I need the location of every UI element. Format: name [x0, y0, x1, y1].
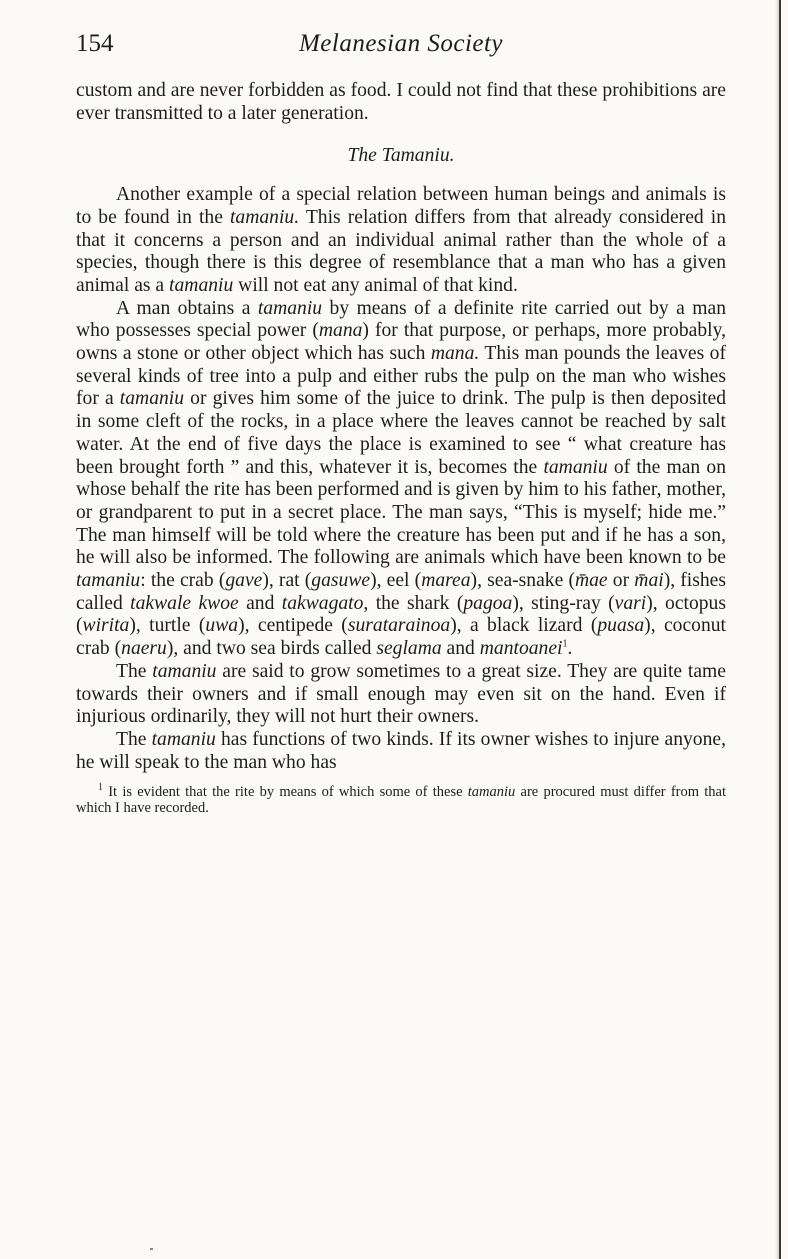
running-head: Melanesian Society	[298, 30, 504, 57]
text-run: of the man on whose behalf the rite has been performed and is given by him to his father, mother, or grandparent to put in a secret place. The man says, “This is myself; hide me.” The man himself will be told where the creature has been put and if he has a son, he will also be informed. The following are animals which have been known to be	[76, 456, 727, 569]
italic-term: wirita	[82, 615, 130, 637]
italic-term: vari	[614, 592, 647, 614]
italic-term: tamaniu	[169, 274, 234, 296]
text-run: are said to grow sometimes to a great size. They are quite tame towards their owners and if small enough may even sit on the hand. Even if injurious ordinarily, they will not hurt their owners.	[76, 660, 726, 728]
footnote	[76, 784, 726, 816]
paragraph-rite	[76, 298, 726, 661]
paragraph-size	[76, 661, 726, 729]
italic-term: puasa	[597, 615, 645, 637]
italic-term: suratarainoa	[347, 615, 451, 637]
text-run: The	[116, 660, 153, 682]
text-run: ), sea-snake (	[470, 570, 575, 592]
italic-term: tamaniu.	[229, 206, 300, 228]
text-run: This relation differs from that already considered in that it concerns a person and an individual animal rather than the whole of a species, though there is this degree of resemblance that a man who has a given animal as a	[76, 206, 727, 296]
text-run: .	[567, 638, 573, 660]
page-header	[76, 30, 726, 62]
paragraph-continued: custom and are never forbidden as food. I could not find that these prohibitions are ever transmitted to a later generation.	[76, 80, 726, 124]
text-run: and	[441, 638, 480, 660]
italic-term: m̄ai	[634, 570, 664, 592]
text-run: A man obtains a	[116, 297, 258, 319]
italic-term: tamaniu	[151, 728, 216, 750]
italic-term: gave	[225, 570, 263, 592]
italic-term: gasuwe	[311, 570, 371, 592]
italic-term: tamaniu	[257, 297, 323, 319]
page-number: 154	[76, 30, 114, 57]
section-title: The Tamaniu.	[347, 145, 455, 167]
text-run: are procured must differ from that which I have recorded.	[76, 784, 727, 817]
paragraph-tamaniu-intro	[76, 184, 726, 298]
italic-term: takwagato	[281, 592, 364, 614]
body-text	[76, 80, 726, 774]
text-run: by means of a definite rite carried out by a man who possesses special power (	[76, 297, 726, 342]
text-run: and	[238, 592, 282, 614]
italic-term: pagoa	[463, 592, 513, 614]
italic-term: marea	[421, 570, 471, 592]
text-run: ), turtle (	[129, 615, 206, 637]
text-run: ) for that purpose, or perhaps, more probably, owns a stone or other object which has such	[76, 320, 726, 365]
italic-term: m̄ae	[574, 570, 608, 592]
text-run: ), fishes called	[76, 570, 726, 614]
text-run: ), rat (	[262, 570, 312, 592]
text-run: ), octopus (	[76, 592, 726, 637]
text-run: : the crab (	[140, 570, 226, 592]
italic-term: tamaniu	[467, 784, 516, 801]
text-run: ), and two sea birds called	[166, 638, 377, 660]
text-run: has functions of two kinds. If its owner wishes to injure anyone, he will speak to the man who has	[76, 728, 726, 773]
text-run: or gives him some of the juice to drink. The pulp is then deposited in some cleft of the rocks, in a place where the leaves cannot be reached by salt water. At the end of five days the place is examined to see “ what creature has been brought forth ” and this, whatever it is, becomes the	[76, 388, 726, 478]
italic-term: mana.	[430, 343, 480, 365]
italic-term: seglama	[376, 638, 442, 660]
text-run: or	[607, 570, 635, 592]
paragraph-functions	[76, 729, 726, 774]
text-run: will not eat any animal of that kind.	[233, 274, 518, 296]
scan-speck	[150, 1248, 153, 1250]
italic-term: takwale kwoe	[130, 592, 239, 614]
text-run: This man pounds the leaves of several kinds of tree into a pulp and either rubs the pulp on the man who wishes for a	[76, 343, 726, 410]
text-run: ), eel (	[370, 570, 422, 592]
text-run: , the shark (	[363, 592, 464, 614]
text-run: It is evident that the rite by means of which some of these	[103, 784, 468, 801]
book-page	[76, 30, 726, 816]
italic-term: tamaniu	[76, 570, 141, 592]
text-run: ), sting-ray (	[512, 592, 615, 614]
italic-term: mantoanei	[479, 638, 563, 660]
text-run: Another example of a special relation between human beings and animals is to be found in the	[76, 184, 726, 228]
italic-term: mana	[318, 320, 363, 342]
footnote-reference[interactable]: 1	[562, 638, 568, 650]
text-run: ), coconut crab (	[76, 615, 726, 660]
page-edge-line	[779, 0, 781, 1259]
text-run: ), a black lizard (	[450, 615, 598, 637]
footnote-marker: 1	[98, 782, 103, 794]
italic-term: tamaniu	[119, 388, 185, 410]
text-run: The	[116, 728, 152, 750]
italic-term: tamaniu	[152, 660, 217, 682]
text-run: ), centipede (	[238, 615, 348, 637]
italic-term: tamaniu	[543, 456, 608, 478]
italic-term: uwa	[205, 615, 239, 637]
italic-term: naeru	[121, 638, 167, 660]
